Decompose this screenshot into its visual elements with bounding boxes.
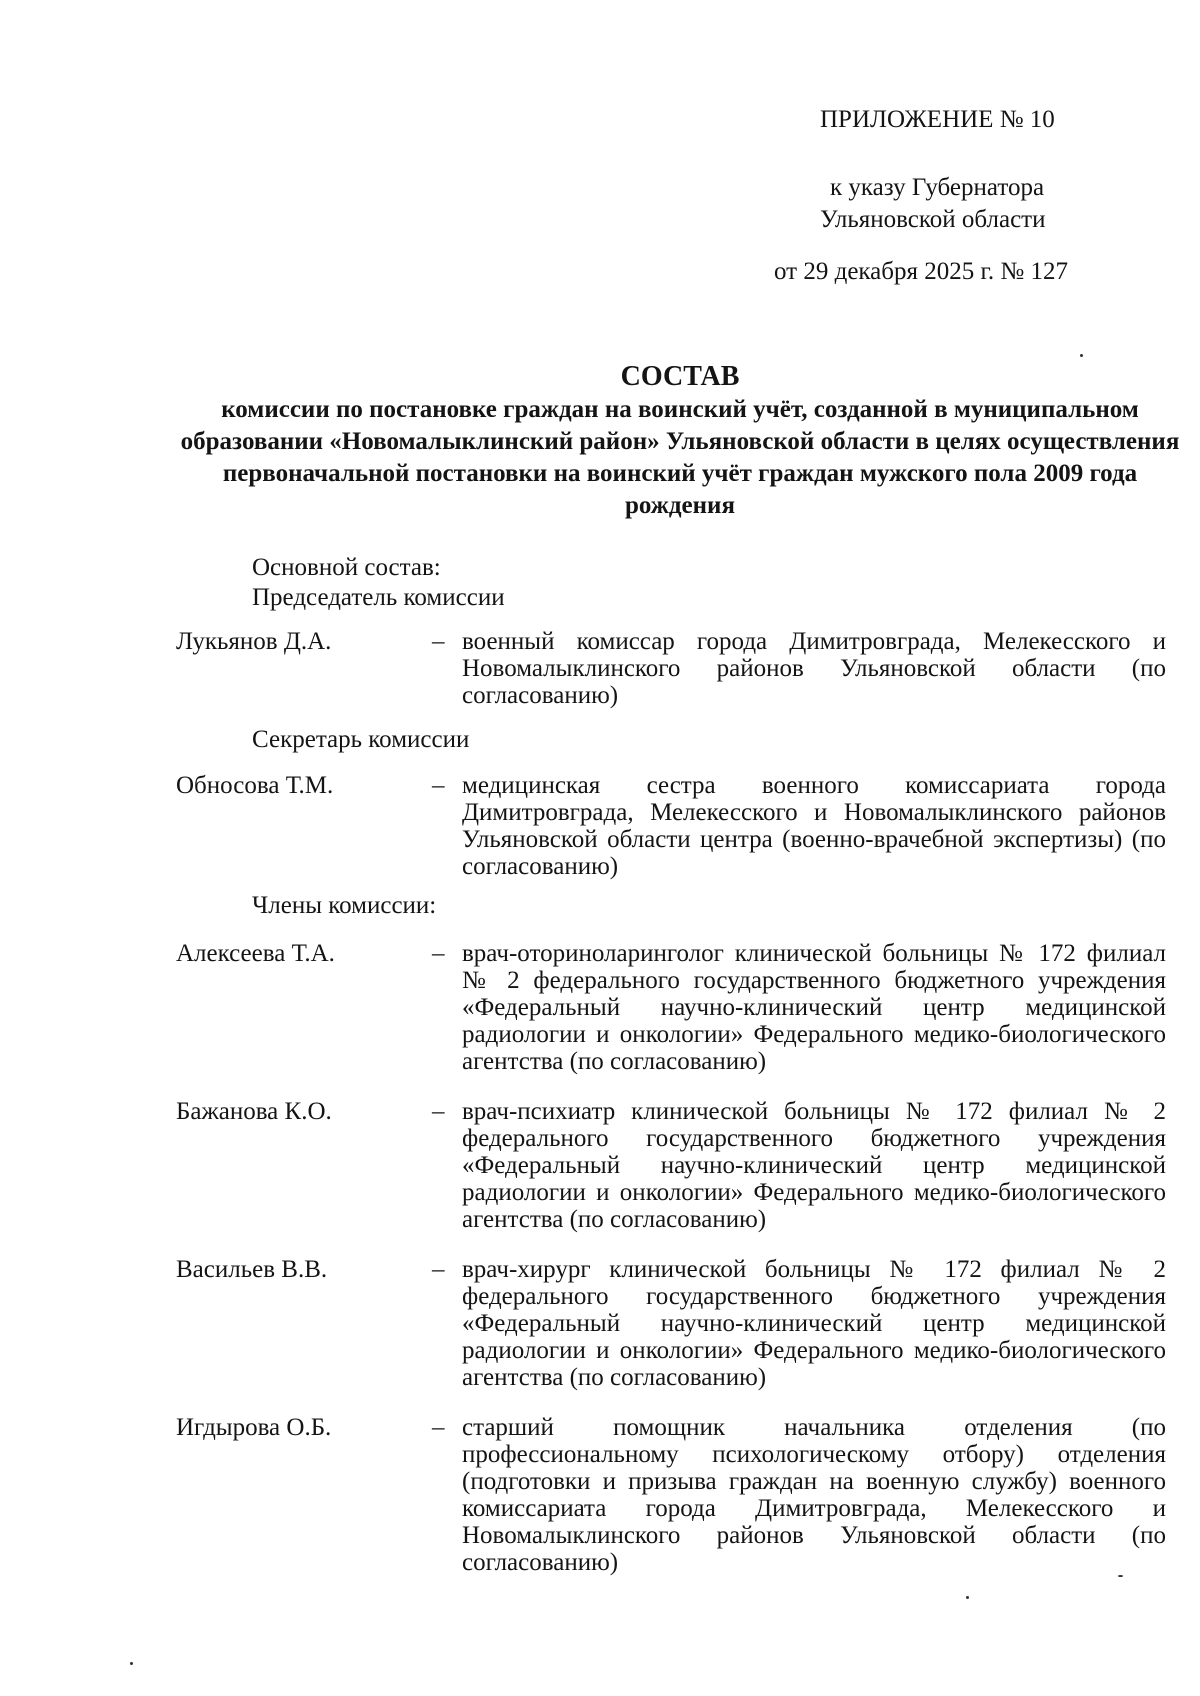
member-dash: – <box>432 1414 445 1441</box>
member-row <box>176 628 1166 709</box>
scan-speck <box>130 1662 133 1665</box>
document-subtitle: комиссии по постановке граждан на воинский учёт, созданной в муниципальном образовании «Новомалыклинский район» Ульяновской области в целях осуществления первоначальной постановки на воинский учёт граждан мужского пола 2009 года рождения <box>180 396 1180 519</box>
member-dash: – <box>432 628 445 655</box>
annex-date-number: от 29 декабря 2025 г. № 127 <box>774 258 1069 285</box>
member-row <box>176 940 1166 1075</box>
scan-speck <box>966 1596 969 1599</box>
annex-title: ПРИЛОЖЕНИЕ № 10 <box>820 106 1055 133</box>
secretary-label: Секретарь комиссии <box>252 726 470 753</box>
main-composition-label: Основной состав: <box>252 554 441 581</box>
member-name: Игдырова О.Б. <box>176 1414 332 1441</box>
member-name: Бажанова К.О. <box>176 1098 332 1125</box>
member-name: Васильев В.В. <box>176 1256 328 1283</box>
member-description: старший помощник начальника отделения (по профессиональному психологическому отбору) отделения (подготовки и призыва граждан на военную службу) военного комиссариата города Димитровграда, Мелекесского и Новомалыклинского районов Ульяновской области (по согласованию) <box>462 1414 1166 1576</box>
members-label: Члены комиссии: <box>252 892 437 919</box>
member-row <box>176 1256 1166 1391</box>
member-description: врач-хирург клинической больницы № 172 филиал № 2 федерального государственного бюджетного учреждения «Федеральный научно-клинический центр медицинской радиологии и онкологии» Федерального медико-биологического агентства (по согласованию) <box>462 1256 1166 1391</box>
annex-region: Ульяновской области <box>820 206 1046 233</box>
scan-speck <box>1118 1575 1123 1577</box>
chairman-label: Председатель комиссии <box>252 584 505 611</box>
member-name: Лукьянов Д.А. <box>176 628 332 655</box>
member-row <box>176 1098 1166 1233</box>
member-description: военный комиссар города Димитровграда, Мелекесского и Новомалыклинского районов Ульяновской области (по согласованию) <box>462 628 1166 709</box>
member-row <box>176 1414 1166 1576</box>
member-dash: – <box>432 1256 445 1283</box>
member-name: Обносова Т.М. <box>176 772 334 799</box>
member-description: врач-оториноларинголог клинической больницы № 172 филиал № 2 федерального государственного бюджетного учреждения «Федеральный научно-клинический центр медицинской радиологии и онкологии» Федерального медико-биологического агентства (по согласованию) <box>462 940 1166 1075</box>
member-dash: – <box>432 940 445 967</box>
member-dash: – <box>432 1098 445 1125</box>
member-name: Алексеева Т.А. <box>176 940 335 967</box>
document-title: СОСТАВ <box>620 361 740 392</box>
annex-to-decree: к указу Губернатора <box>830 174 1045 201</box>
member-description: врач-психиатр клинической больницы № 172 филиал № 2 федерального государственного бюджетного учреждения «Федеральный научно-клинический центр медицинской радиологии и онкологии» Федерального медико-биологического агентства (по согласованию) <box>462 1098 1166 1233</box>
member-row <box>176 772 1166 880</box>
member-description: медицинская сестра военного комиссариата города Димитровграда, Мелекесского и Новомалыклинского районов Ульяновской области центра (военно-врачебной экспертизы) (по согласованию) <box>462 772 1166 880</box>
member-dash: – <box>432 772 445 799</box>
scan-speck <box>1080 354 1083 357</box>
